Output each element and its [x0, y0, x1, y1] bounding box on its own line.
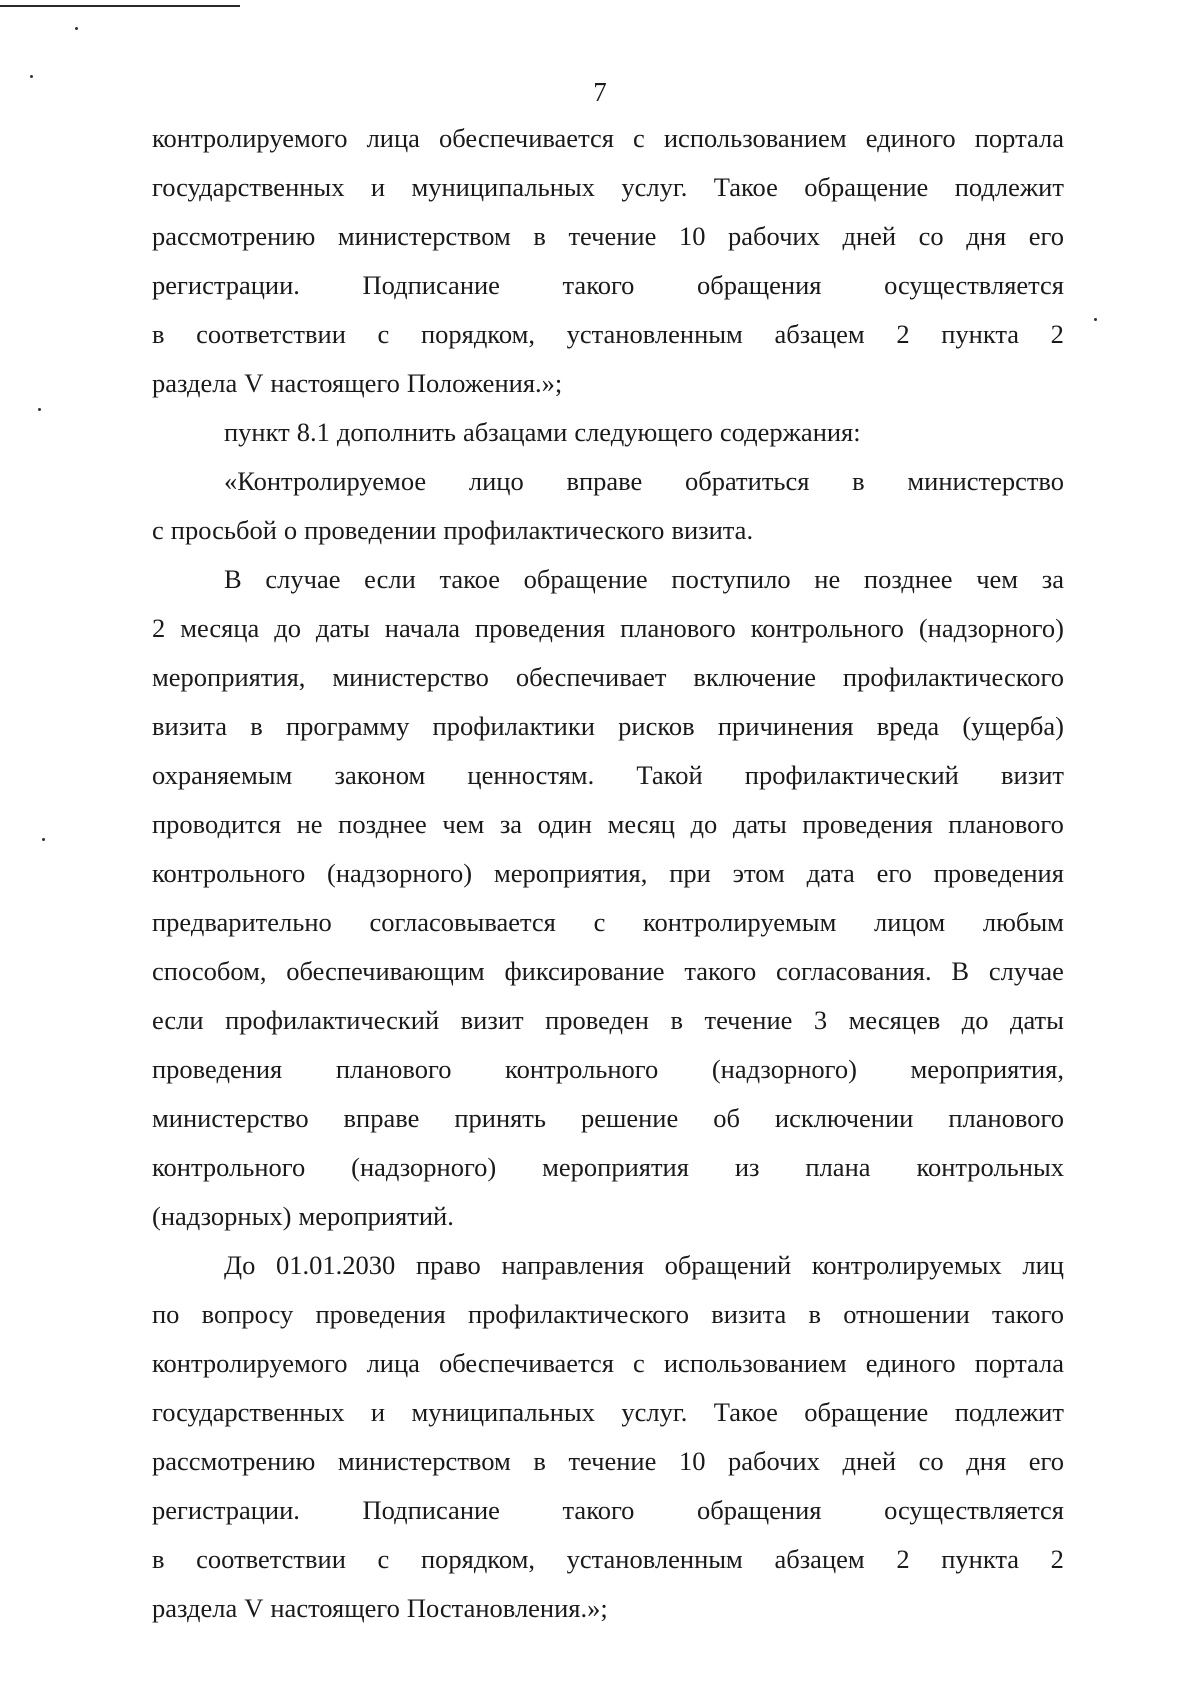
- word: регистрации.: [152, 270, 300, 300]
- word: 8.1: [296, 417, 330, 447]
- word: чем: [442, 809, 485, 839]
- word: причинения: [717, 711, 854, 741]
- word: контрольных: [916, 1152, 1064, 1182]
- word: проведения: [933, 858, 1064, 888]
- word: соответствии: [196, 1544, 346, 1574]
- word: мероприятий.: [298, 1201, 454, 1231]
- word: обратиться: [685, 466, 810, 496]
- word: контролируемых: [811, 1250, 1002, 1280]
- scan-edge-line: [0, 5, 240, 7]
- word: планового: [948, 809, 1064, 839]
- word: визита.: [671, 515, 754, 545]
- word: месяц: [607, 809, 675, 839]
- word: дополнить: [336, 417, 456, 447]
- word: осуществляется: [884, 270, 1064, 300]
- text-line: [152, 310, 1064, 359]
- word: случае: [265, 564, 341, 594]
- text-line: [152, 261, 1064, 310]
- scan-speck: [38, 408, 41, 411]
- word: со: [918, 221, 944, 251]
- word: 10: [678, 1446, 706, 1476]
- word: В: [951, 956, 970, 986]
- word: Такое: [713, 1397, 778, 1427]
- word: в: [533, 1446, 546, 1476]
- word: дня: [966, 1446, 1007, 1476]
- word: контрольного: [152, 1152, 306, 1182]
- text-line: [152, 800, 1064, 849]
- word: с: [377, 319, 390, 349]
- word: даты: [315, 613, 370, 643]
- word: следующего: [574, 417, 713, 447]
- word: министерством: [337, 1446, 511, 1476]
- word: в: [670, 1005, 683, 1035]
- word: портала: [974, 123, 1064, 153]
- word: визит: [1001, 760, 1064, 790]
- text-line: [152, 163, 1064, 212]
- word: 2: [896, 1544, 910, 1574]
- word: с: [633, 1348, 645, 1378]
- word: порядком,: [420, 319, 535, 349]
- word: обеспечивает: [515, 662, 667, 692]
- word: настоящего: [270, 368, 400, 398]
- word: лиц: [1022, 1250, 1064, 1280]
- word: министерство: [332, 662, 489, 692]
- word: включение: [693, 662, 816, 692]
- text-line: [152, 702, 1064, 751]
- word: рабочих: [728, 221, 820, 251]
- word: подлежит: [954, 1397, 1064, 1427]
- word: дней: [842, 221, 897, 251]
- word: раздела: [152, 368, 238, 398]
- word: мероприятия,: [493, 858, 648, 888]
- word: вреда: [876, 711, 940, 741]
- text-line: [152, 555, 1064, 604]
- word: проведения: [315, 1299, 446, 1329]
- word: 2: [152, 613, 166, 643]
- word: в: [152, 1544, 165, 1574]
- text-line: [152, 359, 1064, 408]
- word: контролируемого: [152, 123, 348, 153]
- word: обращение: [804, 172, 929, 202]
- word: месяца: [180, 613, 260, 643]
- word: проведения: [474, 613, 606, 643]
- word: его: [1028, 221, 1064, 251]
- word: регистрации.: [152, 1495, 300, 1525]
- word: его: [876, 858, 912, 888]
- word: обращения: [697, 1495, 822, 1525]
- word: 01.01.2030: [276, 1250, 396, 1280]
- word: один: [537, 809, 592, 839]
- text-line: [152, 751, 1064, 800]
- text-line: [152, 1192, 1064, 1241]
- word: не: [814, 564, 841, 594]
- word: его: [1028, 1446, 1064, 1476]
- word: отношении: [843, 1299, 970, 1329]
- word: 2: [1050, 1544, 1064, 1574]
- word: контролируемым: [643, 907, 837, 937]
- word: 2: [896, 319, 910, 349]
- word: осуществляется: [884, 1495, 1064, 1525]
- word: решение: [580, 1103, 679, 1133]
- word: обращений: [664, 1250, 792, 1280]
- word: вопросу: [201, 1299, 294, 1329]
- text-line: [152, 604, 1064, 653]
- word: плана: [805, 1152, 871, 1182]
- word: течение: [704, 1005, 793, 1035]
- word: «Контролируемое: [224, 466, 427, 496]
- word: Постановления.»;: [406, 1593, 608, 1623]
- word: если: [364, 564, 416, 594]
- text-line: [152, 212, 1064, 261]
- word: любым: [982, 907, 1064, 937]
- scan-speck: [1094, 318, 1097, 321]
- word: профилактический: [225, 1005, 440, 1035]
- scan-speck: [42, 838, 45, 841]
- word: со: [918, 1446, 944, 1476]
- word: за: [1041, 564, 1064, 594]
- word: лицо: [468, 466, 524, 496]
- word: программу: [285, 711, 410, 741]
- word: мероприятия: [542, 1152, 689, 1182]
- word: месяцев: [848, 1005, 941, 1035]
- word: использованием: [663, 1348, 847, 1378]
- word: в: [250, 711, 263, 741]
- word: пункта: [941, 319, 1020, 349]
- word: визит: [460, 1005, 524, 1035]
- word: министерство: [152, 1103, 309, 1133]
- word: обеспечивающим: [286, 956, 485, 986]
- word: обеспечивается: [439, 123, 614, 153]
- text-line: [152, 1486, 1064, 1535]
- word: способом,: [152, 956, 267, 986]
- word: настоящего: [270, 1593, 400, 1623]
- word: право: [415, 1250, 481, 1280]
- text-line: [152, 506, 1064, 555]
- word: исключении: [774, 1103, 914, 1133]
- word: установленным: [566, 319, 743, 349]
- word: 10: [678, 221, 706, 251]
- word: 3: [813, 1005, 828, 1035]
- word: принять: [454, 1103, 546, 1133]
- word: услуг.: [621, 1397, 688, 1427]
- word: V: [244, 368, 264, 398]
- word: обращение: [804, 1397, 929, 1427]
- word: позднее: [338, 809, 427, 839]
- word: установленным: [566, 1544, 743, 1574]
- word: ценностям.: [467, 760, 595, 790]
- word: Положения.»;: [406, 368, 563, 398]
- word: (надзорного): [351, 1152, 497, 1182]
- word: если: [152, 1005, 204, 1035]
- word: визита: [711, 1299, 787, 1329]
- word: начала: [384, 613, 460, 643]
- text-line: [152, 1584, 1064, 1633]
- word: 2: [1050, 319, 1064, 349]
- word: случае: [988, 956, 1064, 986]
- word: профилактический: [744, 760, 959, 790]
- word: рабочих: [728, 1446, 820, 1476]
- word: дня: [966, 221, 1007, 251]
- word: проведения: [152, 1054, 283, 1084]
- word: контролируемого: [152, 1348, 348, 1378]
- word: при: [669, 858, 711, 888]
- word: V: [244, 1593, 264, 1623]
- word: вправе: [566, 466, 643, 496]
- text-line: [152, 1094, 1064, 1143]
- text-line: [152, 1388, 1064, 1437]
- word: контрольного: [505, 1054, 659, 1084]
- word: поступило: [671, 564, 791, 594]
- word: направления: [501, 1250, 644, 1280]
- word: планового: [620, 613, 736, 643]
- word: государственных: [152, 1397, 345, 1427]
- word: контрольного: [750, 613, 904, 643]
- word: До: [224, 1250, 256, 1280]
- word: Подписание: [362, 1495, 500, 1525]
- word: профилактического: [842, 662, 1064, 692]
- word: и: [370, 172, 386, 202]
- word: (надзорного): [327, 858, 473, 888]
- word: о: [283, 515, 298, 545]
- word: профилактического: [443, 515, 665, 545]
- word: согласовывается: [369, 907, 556, 937]
- word: даты: [732, 809, 787, 839]
- word: такое: [439, 564, 500, 594]
- scan-speck: [75, 27, 78, 30]
- word: мероприятия,: [910, 1054, 1064, 1084]
- text-line: [152, 849, 1064, 898]
- word: вправе: [343, 1103, 420, 1133]
- word: обращения: [697, 270, 822, 300]
- word: такого: [562, 1495, 635, 1525]
- word: абзацем: [774, 319, 865, 349]
- word: об: [713, 1103, 740, 1133]
- word: соответствии: [196, 319, 346, 349]
- word: течение: [568, 1446, 657, 1476]
- word: такого: [684, 956, 757, 986]
- word: лицом: [874, 907, 946, 937]
- word: (надзорных): [152, 1201, 292, 1231]
- text-line: [152, 653, 1064, 702]
- word: В: [224, 564, 242, 594]
- text-line: [152, 1535, 1064, 1584]
- word: предварительно: [152, 907, 332, 937]
- word: до: [690, 809, 718, 839]
- word: в: [152, 319, 165, 349]
- word: течение: [568, 221, 657, 251]
- word: дата: [806, 858, 855, 888]
- word: и: [370, 1397, 386, 1427]
- word: не: [296, 809, 323, 839]
- word: пункта: [941, 1544, 1020, 1574]
- word: рассмотрению: [152, 221, 316, 251]
- word: в: [808, 1299, 821, 1329]
- word: (надзорного): [918, 613, 1064, 643]
- word: за: [499, 809, 523, 839]
- text-line: [152, 996, 1064, 1045]
- word: профилактического: [467, 1299, 689, 1329]
- word: просьбой: [170, 515, 277, 545]
- word: услуг.: [621, 172, 688, 202]
- text-line: [152, 1339, 1064, 1388]
- word: муниципальных: [411, 172, 595, 202]
- word: единого: [865, 1348, 956, 1378]
- word: порядком,: [420, 1544, 535, 1574]
- word: законом: [334, 760, 426, 790]
- word: подлежит: [954, 172, 1064, 202]
- word: такого: [992, 1299, 1064, 1329]
- word: министерством: [337, 221, 511, 251]
- word: согласования.: [775, 956, 932, 986]
- text-line: [152, 408, 1064, 457]
- word: лица: [366, 123, 420, 153]
- word: раздела: [152, 1593, 238, 1623]
- word: в: [852, 466, 865, 496]
- word: абзацами: [462, 417, 568, 447]
- word: (ущерба): [962, 711, 1064, 741]
- word: охраняемым: [152, 760, 293, 790]
- text-line: [152, 1290, 1064, 1339]
- text-line: [152, 1437, 1064, 1486]
- word: визита: [152, 711, 228, 741]
- text-line: [152, 1143, 1064, 1192]
- word: с: [152, 515, 164, 545]
- word: в: [533, 221, 546, 251]
- text-line: [152, 1045, 1064, 1094]
- word: рисков: [618, 711, 695, 741]
- word: обеспечивается: [439, 1348, 614, 1378]
- word: дней: [842, 1446, 897, 1476]
- word: профилактики: [432, 711, 595, 741]
- word: проведен: [545, 1005, 649, 1035]
- word: муниципальных: [411, 1397, 595, 1427]
- word: до: [274, 613, 301, 643]
- page-number: 7: [593, 77, 607, 107]
- word: позднее: [863, 564, 953, 594]
- word: абзацем: [774, 1544, 865, 1574]
- word: Подписание: [362, 270, 500, 300]
- word: проведения: [802, 809, 933, 839]
- document-body: [152, 114, 1064, 1633]
- word: пункт: [224, 417, 290, 447]
- word: министерство: [907, 466, 1064, 496]
- word: проведении: [304, 515, 437, 545]
- word: такого: [562, 270, 635, 300]
- text-line: [152, 1241, 1064, 1290]
- word: Такое: [713, 172, 778, 202]
- word: с: [633, 123, 645, 153]
- word: рассмотрению: [152, 1446, 316, 1476]
- word: обращение: [523, 564, 648, 594]
- word: этом: [732, 858, 785, 888]
- word: контрольного: [152, 858, 306, 888]
- word: фиксирование: [504, 956, 665, 986]
- text-line: [152, 457, 1064, 506]
- text-line: [152, 898, 1064, 947]
- word: (надзорного): [711, 1054, 857, 1084]
- word: из: [734, 1152, 760, 1182]
- word: планового: [948, 1103, 1064, 1133]
- word: единого: [865, 123, 956, 153]
- word: государственных: [152, 172, 345, 202]
- word: с: [377, 1544, 390, 1574]
- word: проводится: [152, 809, 282, 839]
- word: с: [593, 907, 606, 937]
- word: Такой: [636, 760, 703, 790]
- word: мероприятия,: [152, 662, 306, 692]
- text-line: [152, 114, 1064, 163]
- word: по: [152, 1299, 180, 1329]
- word: лица: [366, 1348, 420, 1378]
- word: содержания:: [719, 417, 861, 447]
- word: чем: [976, 564, 1019, 594]
- word: даты: [1010, 1005, 1064, 1035]
- word: планового: [335, 1054, 452, 1084]
- word: до: [961, 1005, 989, 1035]
- word: портала: [974, 1348, 1064, 1378]
- word: использованием: [663, 123, 847, 153]
- text-line: [152, 947, 1064, 996]
